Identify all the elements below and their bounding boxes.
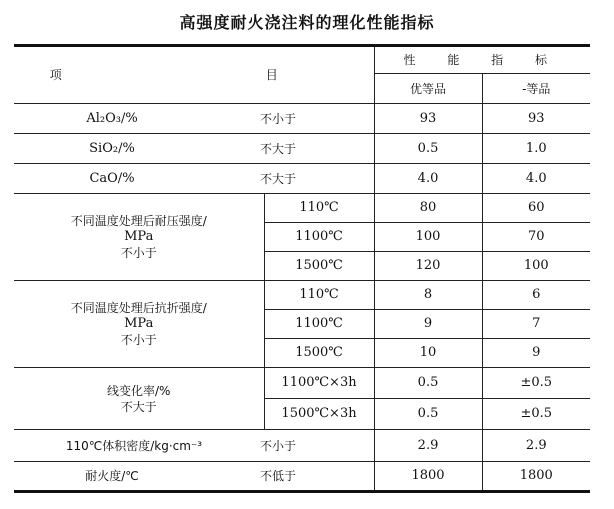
item-cell-refractoriness — [14, 462, 374, 492]
linear-superior-2: 0.5 — [374, 399, 482, 430]
item-cell-cao — [14, 164, 374, 194]
item-name-al2o3: Al₂O₃/% — [86, 110, 138, 126]
item-condition-density: 不小于 — [260, 438, 297, 453]
item-condition-sio2: 不大于 — [260, 141, 297, 156]
linear-superior-1: 0.5 — [374, 368, 482, 399]
header-item: 项 目 — [49, 68, 338, 82]
value-cao-first: 4.0 — [482, 164, 590, 194]
table-row-linear-1 — [14, 368, 590, 399]
header-item-cell — [14, 46, 374, 104]
linear-temp-1: 1100℃×3h — [264, 368, 374, 399]
linear-first-2: ±0.5 — [482, 399, 590, 430]
linear-label-line1: 线变化率/% — [107, 383, 171, 398]
compressive-superior-1: 80 — [374, 194, 482, 223]
flexural-superior-2: 9 — [374, 310, 482, 339]
item-condition-cao: 不大于 — [260, 171, 297, 186]
table-title: 高强度耐火浇注料的理化性能指标 — [179, 13, 435, 32]
flexural-superior-3: 10 — [374, 339, 482, 368]
item-cell-sio2 — [14, 134, 374, 164]
compressive-first-3: 100 — [482, 252, 590, 281]
item-name-sio2: SiO₂/% — [89, 140, 135, 156]
value-al2o3-first: 93 — [482, 104, 590, 134]
flexural-label-cell — [14, 281, 264, 368]
flexural-temp-2: 1100℃ — [264, 310, 374, 339]
linear-temp-2: 1500℃×3h — [264, 399, 374, 430]
value-density-superior: 2.9 — [374, 430, 482, 462]
compressive-temp-2: 1100℃ — [264, 223, 374, 252]
table-row-density — [14, 430, 590, 462]
flexural-label-line3: 不小于 — [120, 333, 157, 347]
item-cell-density — [14, 430, 374, 462]
flexural-label-line1: 不同温度处理后抗折强度/ — [70, 301, 207, 315]
table-row-sio2 — [14, 134, 590, 164]
value-al2o3-superior: 93 — [374, 104, 482, 134]
header-grade-superior: 优等品 — [374, 74, 482, 104]
item-cell-al2o3 — [14, 104, 374, 134]
table-row-compressive-1 — [14, 194, 590, 223]
value-refractoriness-superior: 1800 — [374, 462, 482, 492]
compressive-superior-3: 120 — [374, 252, 482, 281]
compressive-first-1: 60 — [482, 194, 590, 223]
compressive-label-line3: 不小于 — [120, 246, 157, 260]
header-performance: 性 能 指 标 — [403, 53, 561, 67]
flexural-first-1: 6 — [482, 281, 590, 310]
linear-label-line2: 不大于 — [120, 399, 157, 414]
header-row-1 — [14, 46, 590, 74]
compressive-label-line2: MPa — [124, 229, 154, 244]
spec-table — [14, 44, 590, 493]
table-row-refractoriness — [14, 462, 590, 492]
value-density-first: 2.9 — [482, 430, 590, 462]
linear-label-cell — [14, 368, 264, 430]
flexural-label-line2: MPa — [124, 316, 154, 331]
value-sio2-first: 1.0 — [482, 134, 590, 164]
value-refractoriness-first: 1800 — [482, 462, 590, 492]
compressive-first-2: 70 — [482, 223, 590, 252]
linear-first-1: ±0.5 — [482, 368, 590, 399]
header-performance-cell — [374, 46, 590, 74]
compressive-label-line1: 不同温度处理后耐压强度/ — [70, 214, 207, 228]
compressive-temp-3: 1500℃ — [264, 252, 374, 281]
flexural-first-3: 9 — [482, 339, 590, 368]
flexural-temp-1: 110℃ — [264, 281, 374, 310]
value-sio2-superior: 0.5 — [374, 134, 482, 164]
header-grade-first: -等品 — [482, 74, 590, 104]
flexural-temp-3: 1500℃ — [264, 339, 374, 368]
item-condition-al2o3: 不小于 — [260, 111, 297, 126]
compressive-superior-2: 100 — [374, 223, 482, 252]
value-cao-superior: 4.0 — [374, 164, 482, 194]
item-name-refractoriness: 耐火度/℃ — [85, 469, 139, 483]
compressive-temp-1: 110℃ — [264, 194, 374, 223]
item-name-cao: CaO/% — [89, 170, 135, 186]
flexural-first-2: 7 — [482, 310, 590, 339]
table-row-flexural-1 — [14, 281, 590, 310]
table-row-al2o3 — [14, 104, 590, 134]
table-row-cao — [14, 164, 590, 194]
flexural-superior-1: 8 — [374, 281, 482, 310]
compressive-label-cell — [14, 194, 264, 281]
item-name-density: 110℃体积密度/kg·cm⁻³ — [65, 438, 203, 453]
item-condition-refractoriness: 不低于 — [260, 469, 297, 483]
